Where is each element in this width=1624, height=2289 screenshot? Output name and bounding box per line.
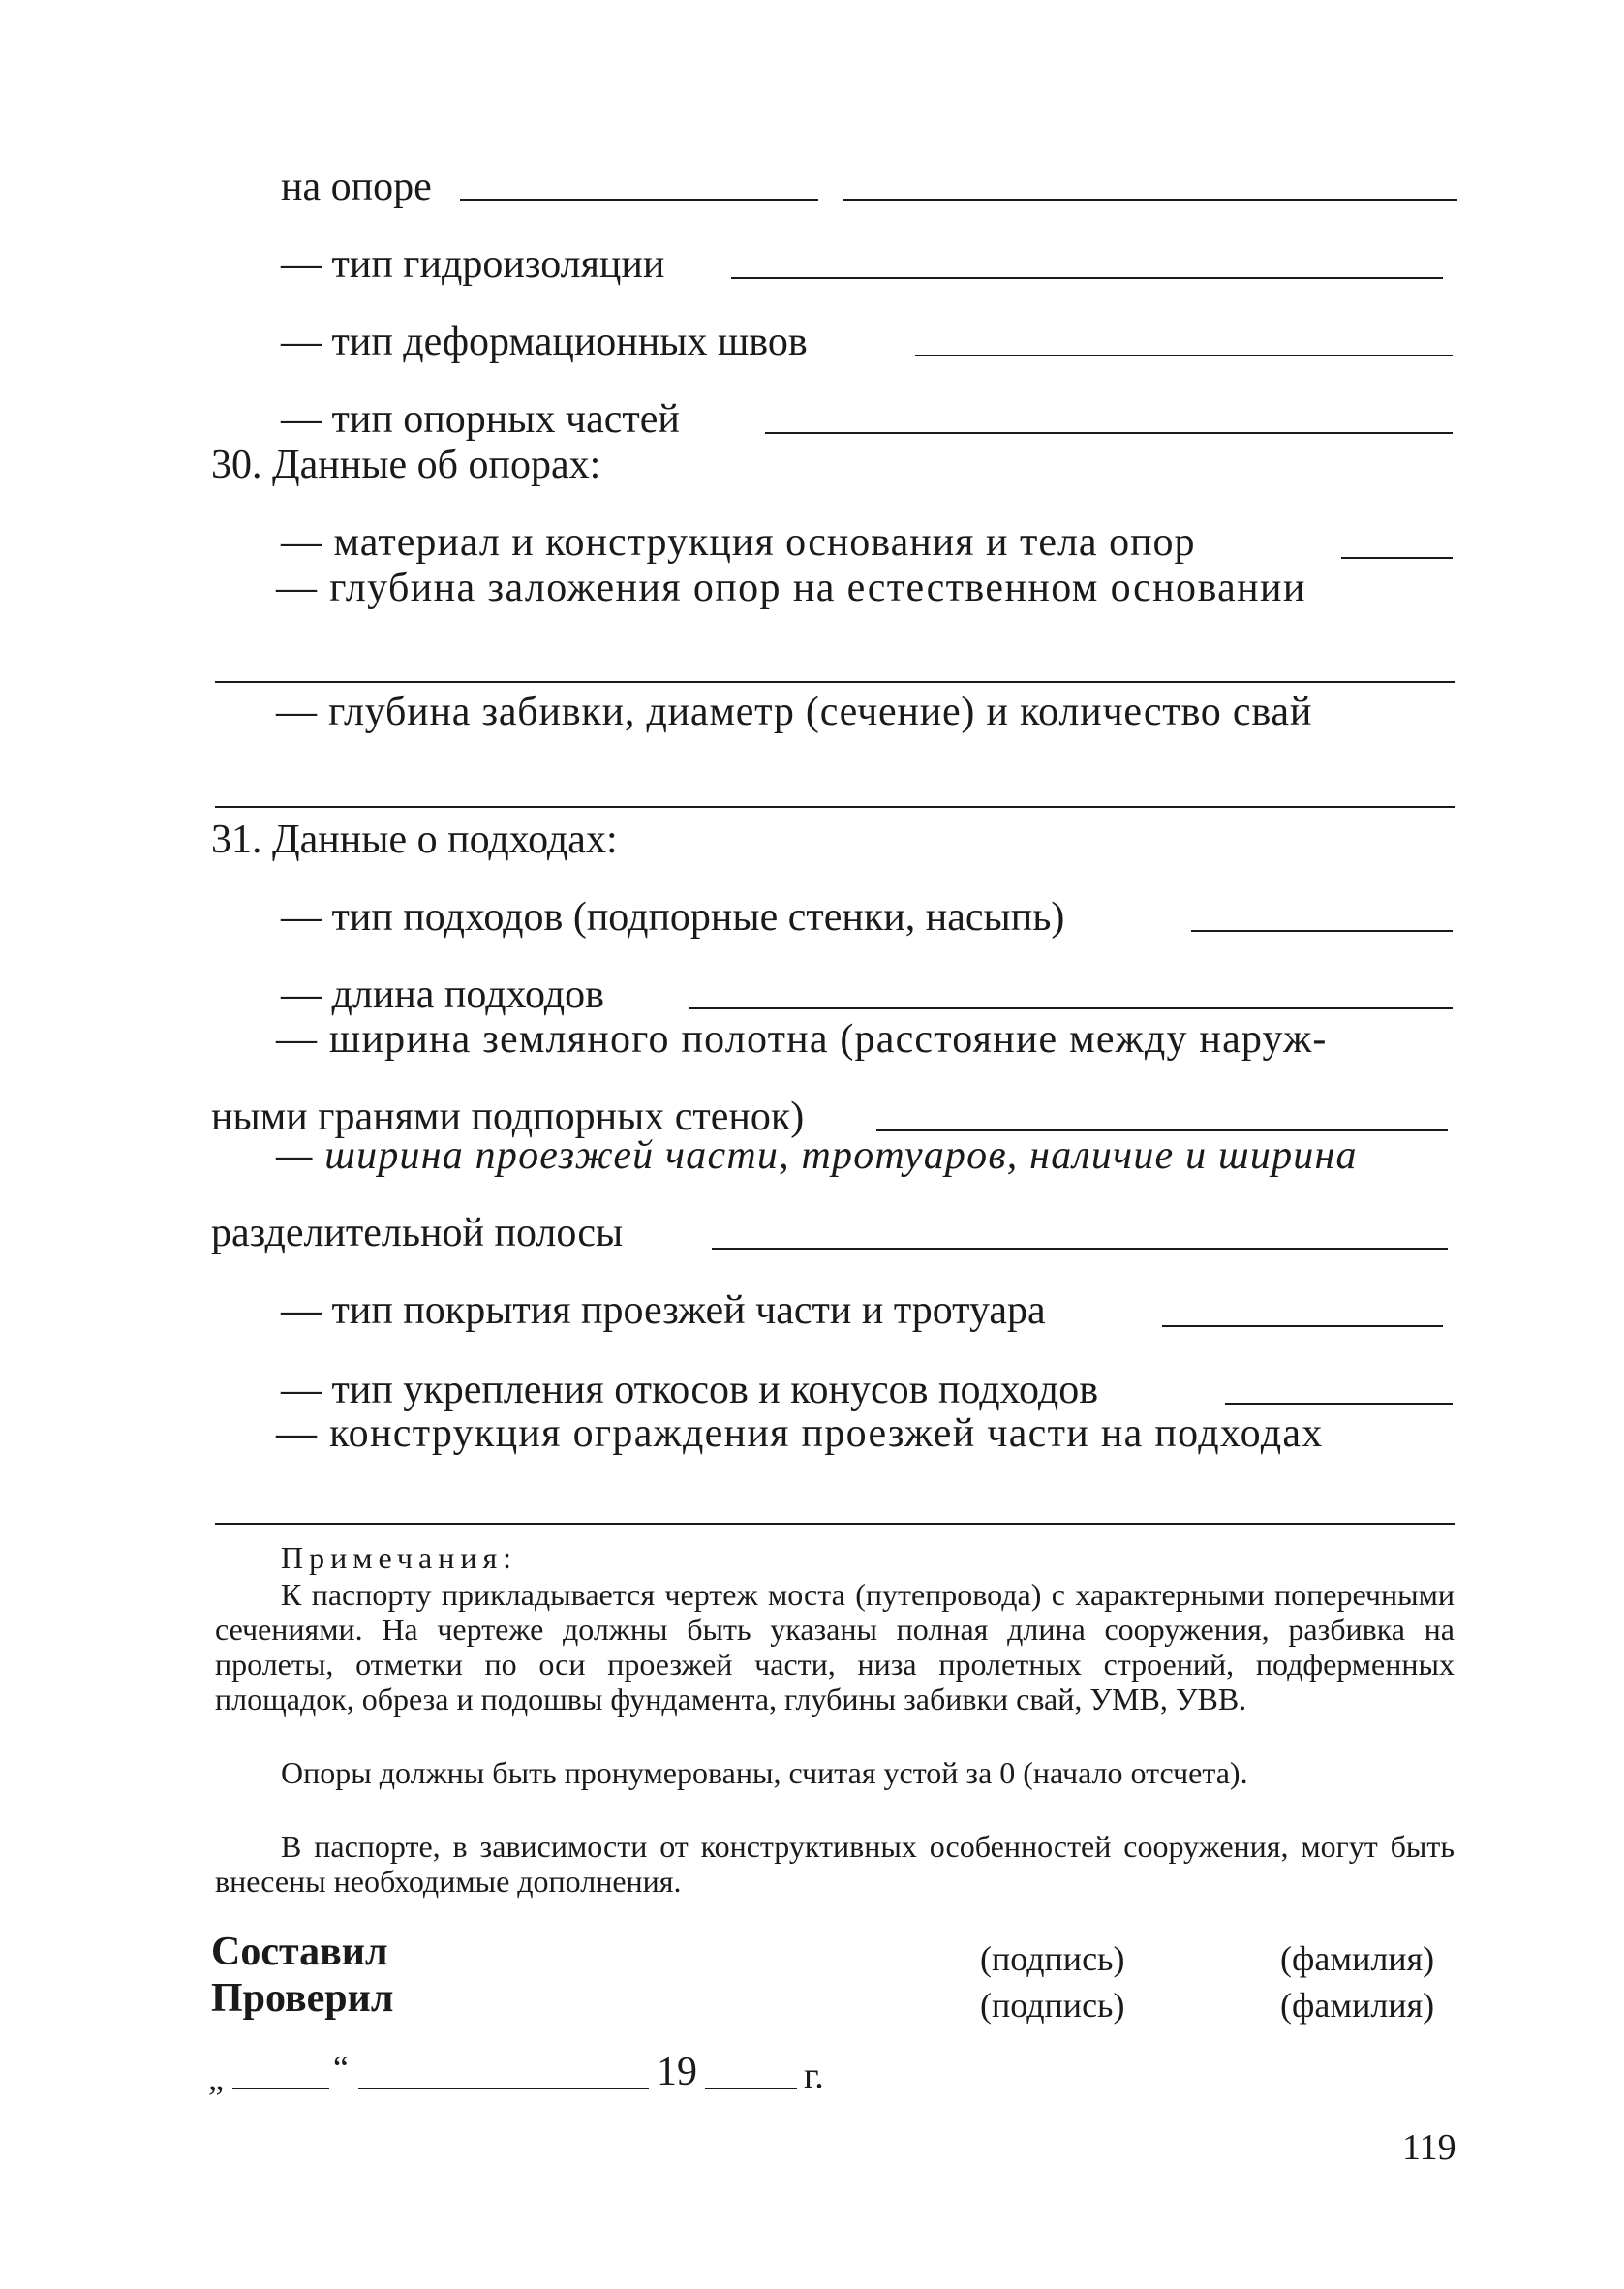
field-roadbed-width-label: — ширина земляного полотна (расстояние между наруж- xyxy=(276,1017,1328,1062)
field-piles-label: — глубина забивки, диаметр (сечение) и количество свай xyxy=(276,690,1313,734)
field-barrier-line[interactable] xyxy=(215,1523,1455,1525)
section-30-title: 30. Данные об опорах: xyxy=(211,443,601,487)
compiled-by-label: Составил xyxy=(211,1930,388,1974)
field-na-opore-line-2[interactable] xyxy=(843,199,1457,201)
field-depth-natural-label: — глубина заложения опор на естественном основании xyxy=(276,566,1306,610)
field-material-line[interactable] xyxy=(1341,557,1453,559)
checked-by-label: Проверил xyxy=(211,1976,394,2021)
field-carriageway-cont: разделительной полосы xyxy=(211,1211,624,1255)
date-month-line[interactable] xyxy=(358,2088,649,2089)
field-na-opore-label: на опоре xyxy=(281,165,432,209)
field-deform-label: — тип деформационных швов xyxy=(281,320,808,364)
compiled-surname-caption: (фамилия) xyxy=(1280,1939,1435,1978)
field-roadbed-width-cont: ными гранями подпорных стенок) xyxy=(211,1095,805,1139)
notes-paragraph-2: Опоры должны быть пронумерованы, считая устой за 0 (начало отсчета). xyxy=(281,1755,1248,1790)
field-approach-length-label: — длина подходов xyxy=(281,973,604,1017)
checked-signature-caption: (подпись) xyxy=(980,1986,1125,2025)
notes-paragraph-3: В паспорте, в зависимости от конструктивных особенностей сооружения, могут быть внесены необходимые дополнения. xyxy=(215,1829,1455,1899)
field-deform-line[interactable] xyxy=(915,355,1453,356)
field-piles-line[interactable] xyxy=(215,806,1455,808)
field-material-label: — материал и конструкция основания и тела опор xyxy=(281,520,1196,565)
date-year-suffix: г. xyxy=(804,2056,824,2096)
field-slopes-label: — тип укрепления откосов и конусов подходов xyxy=(281,1368,1099,1412)
field-na-opore-line-1[interactable] xyxy=(460,199,818,201)
section-30-heading xyxy=(211,441,600,489)
page-number: 119 xyxy=(1402,2127,1456,2168)
date-open-quote: „ xyxy=(208,2058,224,2097)
section-31-title: 31. Данные о подходах: xyxy=(211,818,618,862)
date-day-line[interactable] xyxy=(232,2088,329,2089)
notes-paragraph-1: К паспорту прикладывается чертеж моста (путепровода) с характерными поперечными сечениями. На чертеже должны быть указаны полная длина сооружения, разбивка на пролеты, отметки по оси проезжей части, низа пролетных строений, подферменных площадок, обреза и подошвы фундамента, глубины забивки свай, УМВ, УВВ. xyxy=(215,1577,1455,1717)
field-hydro-line[interactable] xyxy=(731,277,1443,279)
compiled-signature-caption: (подпись) xyxy=(980,1939,1125,1978)
checked-surname-caption: (фамилия) xyxy=(1280,1986,1435,2025)
field-depth-natural-line[interactable] xyxy=(215,681,1455,683)
notes-title: Примечания: xyxy=(281,1540,518,1575)
field-bearings-line[interactable] xyxy=(765,432,1453,434)
date-year-prefix: 19 xyxy=(657,2050,697,2094)
field-surface-label: — тип покрытия проезжей части и тротуара xyxy=(281,1288,1046,1333)
date-year-line[interactable] xyxy=(705,2088,797,2089)
field-carriageway-line[interactable] xyxy=(712,1248,1448,1250)
field-bearings-label: — тип опорных частей xyxy=(281,397,680,442)
date-close-quote: “ xyxy=(333,2049,349,2088)
field-carriageway-label: — ширина проезжей части, тротуаров, наличие и ширина xyxy=(276,1133,1358,1178)
field-surface-line[interactable] xyxy=(1162,1325,1443,1327)
field-slopes-line[interactable] xyxy=(1225,1403,1453,1405)
field-approach-length-line[interactable] xyxy=(689,1007,1453,1009)
field-barrier-label: — конструкция ограждения проезжей части на подходах xyxy=(276,1411,1324,1456)
field-approach-type-label: — тип подходов (подпорные стенки, насыпь) xyxy=(281,895,1065,940)
field-hydro-label: — тип гидроизоляции xyxy=(281,242,665,287)
field-approach-type-line[interactable] xyxy=(1191,930,1453,932)
